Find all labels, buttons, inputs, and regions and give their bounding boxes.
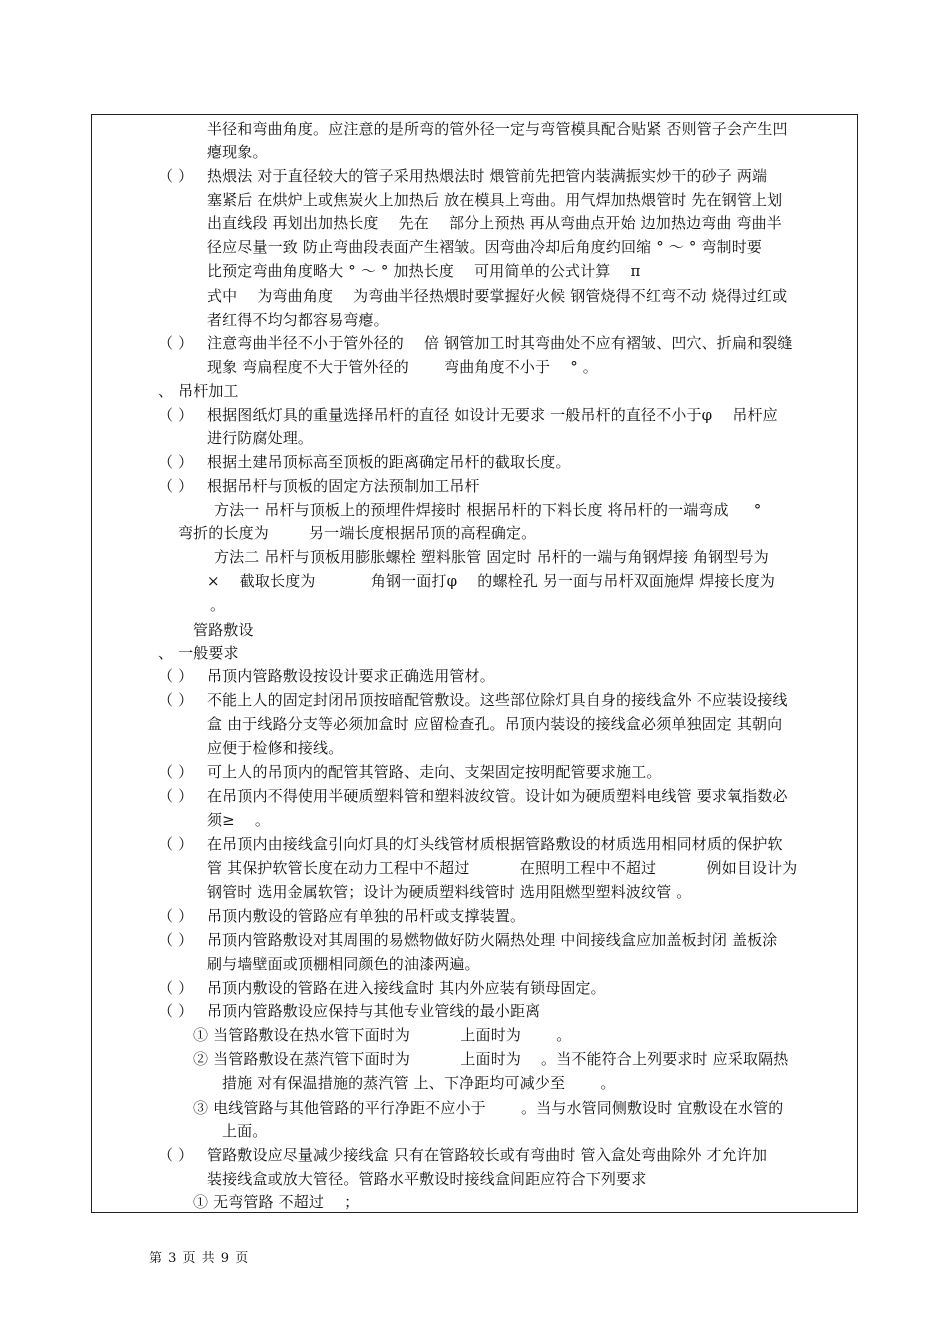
text-line: 根据吊杆与顶板的固定方法预制加工吊杆: [207, 477, 480, 495]
text-line: 现象 弯扁程度不大于管外径的 弯曲角度不小于 ° 。: [207, 358, 598, 376]
text-line: 上面。: [222, 1122, 268, 1140]
item-marker: （ ）: [158, 1146, 194, 1164]
text-line: 方法一 吊杆与顶板上的预埋件焊接时 根据吊杆的下料长度 将吊杆的一端弯成 °: [214, 501, 762, 519]
text-line: 出直线段 再划出加热长度 先在 部分上预热 再从弯曲点开始 边加热边弯曲 弯曲半: [207, 214, 782, 232]
item-marker: （ ）: [158, 453, 194, 471]
item-marker: （ ）: [158, 907, 194, 925]
text-line: 弯折的长度为 另一端长度根据吊顶的高程确定。: [178, 524, 537, 542]
text-line: ② 当管路敷设在蒸汽管下面时为 上面时为 。当不能符合上列要求时 应采取隔热: [193, 1050, 789, 1068]
text-line: 径应尽量一致 防止弯曲段表面产生褶皱。因弯曲冷却后角度约回缩 ° ～ ° 弯制时要: [207, 238, 762, 256]
text-line: 钢管时 选用金属软管；设计为硬质塑料线管时 选用阻燃型塑料波纹管 。: [207, 883, 692, 901]
text-line: ③ 电线管路与其他管路的平行净距不应小于 。当与水管同侧敷设时 宜敷设在水管的: [193, 1099, 784, 1117]
text-line: 吊顶内管路敷设应保持与其他专业管线的最小距离: [207, 1002, 541, 1020]
text-line: ① 当管路敷设在热水管下面时为 上面时为 。: [193, 1026, 572, 1044]
item-marker: （ ）: [158, 406, 194, 424]
text-line: 吊顶内敷设的管路在进入接线盒时 其内外应装有锁母固定。: [207, 979, 606, 997]
text-line: 热煨法 对于直径较大的管子采用热煨法时 煨管前先把管内装满振实炒干的砂子 两端: [207, 167, 768, 185]
text-line: 根据土建吊顶标高至顶板的距离确定吊杆的截取长度。: [207, 453, 571, 471]
item-marker: （ ）: [158, 667, 194, 685]
item-marker: （ ）: [158, 787, 194, 805]
text-line: 管 其保护软管长度在动力工程中不超过 在照明工程中不超过 例如目设计为: [207, 859, 798, 877]
text-line: 。: [210, 596, 226, 614]
page-footer: 第 3 页 共 9 页: [149, 1251, 250, 1266]
text-line: 根据图纸灯具的重量选择吊杆的直径 如设计无要求 一般吊杆的直径不小于φ 吊杆应: [207, 406, 778, 424]
item-marker: （ ）: [158, 691, 194, 709]
text-line: 进行防腐处理。: [207, 429, 314, 447]
item-marker: （ ）: [158, 477, 194, 495]
item-marker: （ ）: [158, 763, 194, 781]
text-line: 管路敷设应尽量减少接线盒 只有在管路较长或有弯曲时 管入盒处弯曲除外 才允许加: [207, 1146, 768, 1164]
item-marker: （ ）: [158, 334, 194, 352]
item-marker: （ ）: [158, 931, 194, 949]
item-marker: （ ）: [158, 1002, 194, 1020]
text-line: 在吊顶内不得使用半硬质塑料管和塑料波纹管。设计如为硬质塑料电线管 要求氧指数必: [207, 787, 788, 805]
section-heading: 管路敷设: [193, 621, 254, 639]
text-line: 半径和弯曲角度。应注意的是所弯的管外径一定与弯管模具配合贴紧 否则管子会产生凹: [207, 120, 788, 138]
text-line: 不能上人的固定封闭吊顶按暗配管敷设。这些部位除灯具自身的接线盒外 不应装设接线: [207, 691, 788, 709]
text-line: ① 无弯管路 不超过 ；: [193, 1193, 360, 1211]
section-heading: 、 吊杆加工: [158, 382, 239, 400]
text-line: 盒 由于线路分支等必须加盒时 应留检查孔。吊顶内装设的接线盒必须单独固定 其朝向: [207, 715, 783, 733]
text-line: 者红得不均匀都容易弯瘪。: [207, 311, 389, 329]
text-line: 注意弯曲半径不小于管外径的 倍 钢管加工时其弯曲处不应有褶皱、凹穴、折扁和裂缝: [207, 334, 793, 352]
text-line: 式中 为弯曲角度 为弯曲半径热煨时要掌握好火候 钢管烧得不红弯不动 烧得过红或: [207, 287, 788, 305]
text-line: 吊顶内敷设的管路应有单独的吊杆或支撑装置。: [207, 907, 526, 925]
section-heading: 、 一般要求: [158, 644, 239, 662]
text-line: 刷与墙壁面或顶棚相同颜色的油漆两遍。: [207, 955, 480, 973]
text-line: 装接线盒或放大管径。管路水平敷设时接线盒间距应符合下列要求: [207, 1170, 647, 1188]
text-line: 可上人的吊顶内的配管其管路、走向、支架固定按明配管要求施工。: [207, 763, 662, 781]
text-line: 比预定弯曲角度略大 ° ～ ° 加热长度 可用简单的公式计算 π: [207, 262, 641, 280]
text-line: 应便于检修和接线。: [207, 739, 344, 757]
item-marker: （ ）: [158, 835, 194, 853]
text-line: 瘪现象。: [207, 143, 268, 161]
text-line: 在吊顶内由接线盒引向灯具的灯头线管材质根据管路敷设的材质选用相同材质的保护软: [207, 835, 783, 853]
text-line: 塞紧后 在烘炉上或焦炭火上加热后 放在模具上弯曲。用气焊加热煨管时 先在钢管上划: [207, 191, 783, 209]
item-marker: （ ）: [158, 167, 194, 185]
item-marker: （ ）: [158, 979, 194, 997]
text-line: 须≥ 。: [207, 811, 271, 829]
text-line: 吊顶内管路敷设对其周围的易燃物做好防火隔热处理 中间接线盒应加盖板封闭 盖板涂: [207, 931, 778, 949]
text-line: 措施 对有保温措施的蒸汽管 上、下净距均可减少至 。: [222, 1074, 616, 1092]
text-line: × 截取长度为 角钢一面打φ 的螺栓孔 另一面与吊杆双面施焊 焊接长度为: [207, 572, 775, 590]
text-line: 吊顶内管路敷设按设计要求正确选用管材。: [207, 667, 495, 685]
text-line: 方法二 吊杆与顶板用膨胀螺栓 塑料胀管 固定时 吊杆的一端与角钢焊接 角钢型号为: [214, 548, 769, 566]
